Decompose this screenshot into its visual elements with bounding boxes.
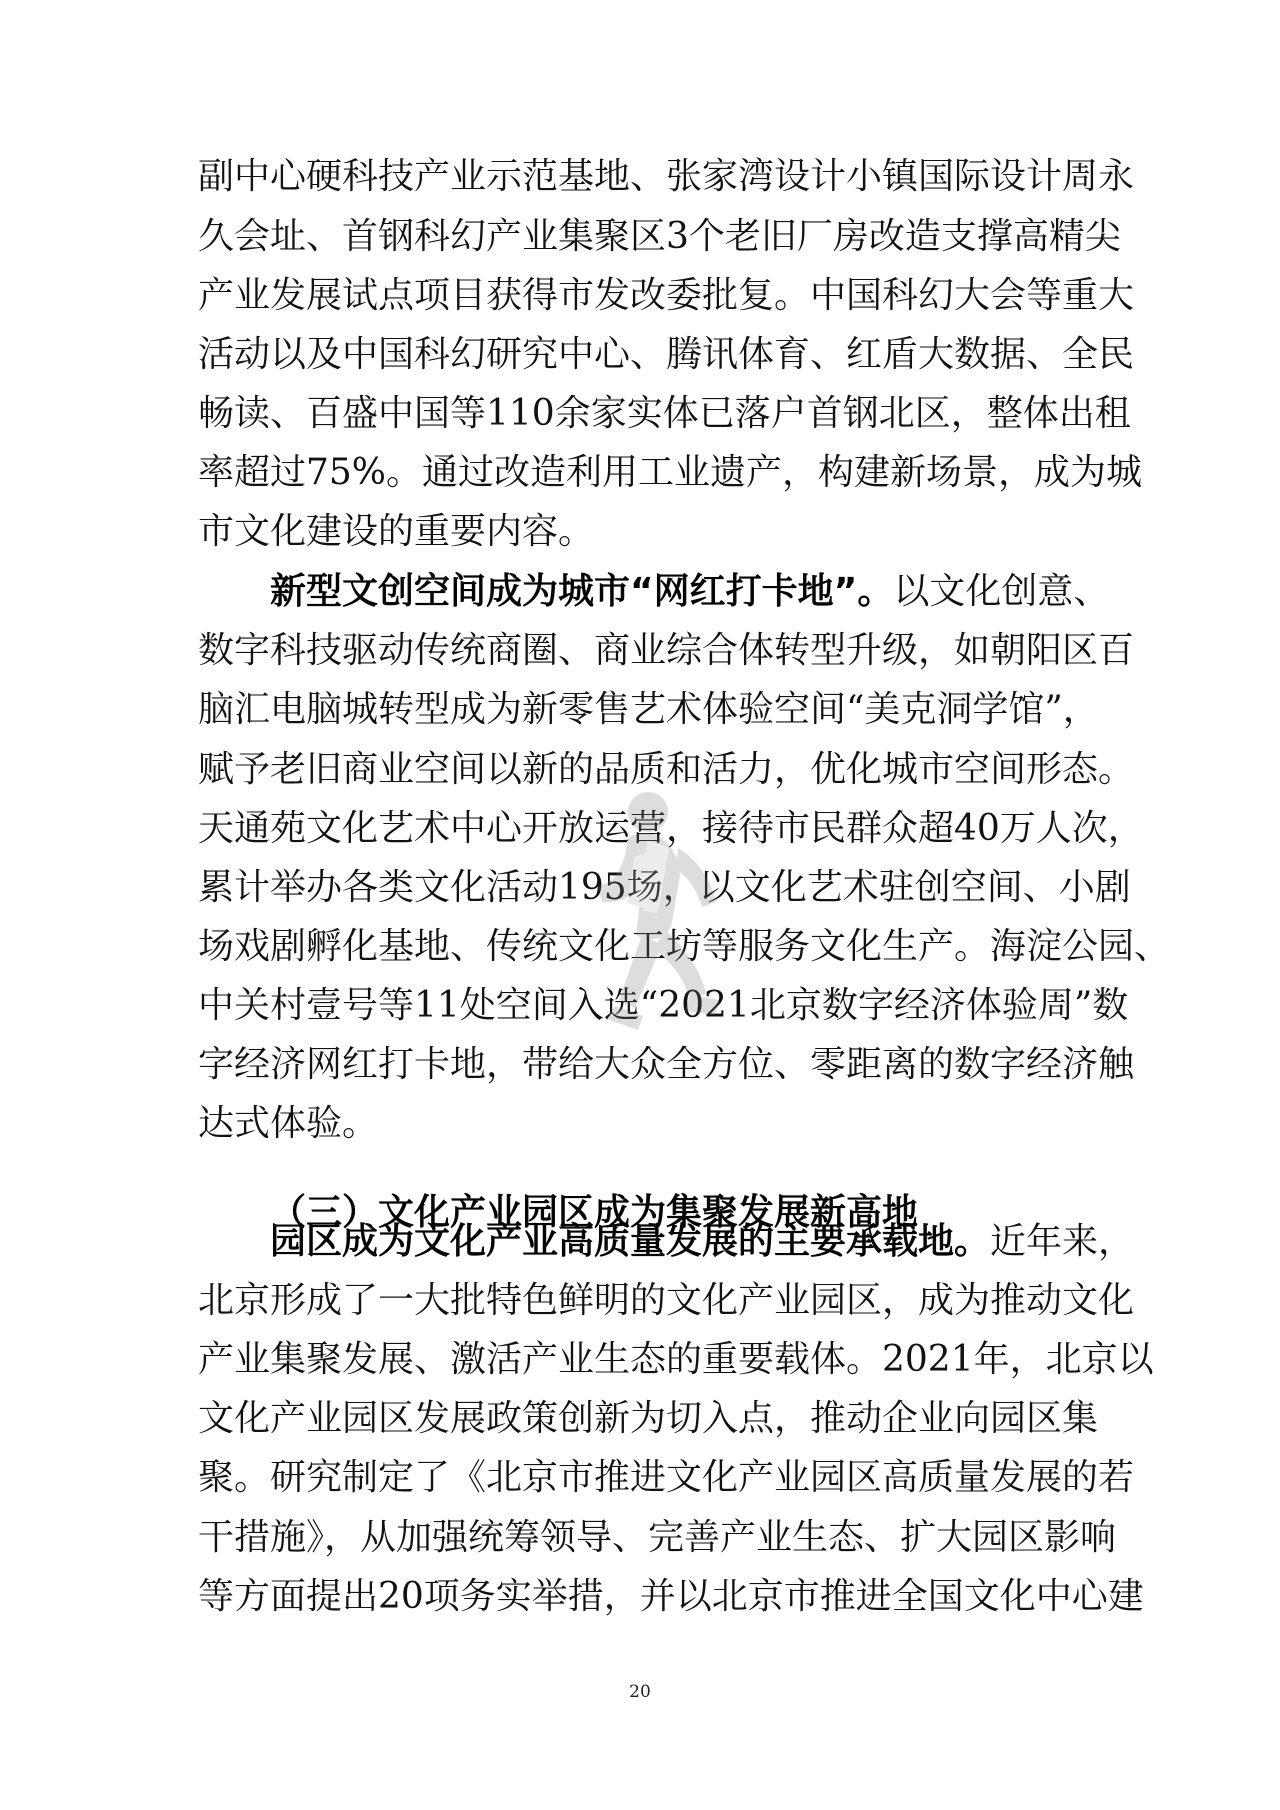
paragraph-line: 产业集聚发展、激活产业生态的重要载体。2021年，北京以 xyxy=(198,1339,1154,1380)
paragraph-line: 文化产业园区发展政策创新为切入点，推动企业向园区集 xyxy=(198,1398,1099,1439)
paragraph-line: 产业发展试点项目获得市发改委批复。中国科幻大会等重大 xyxy=(198,275,1135,316)
page-number: 20 xyxy=(629,1682,651,1702)
paragraph-first-line xyxy=(270,563,1110,621)
paragraph-line: 脑汇电脑城转型成为新零售艺术体验空间“美克洞学馆”， xyxy=(198,689,1099,730)
paragraph-text: 近年来， xyxy=(990,1221,1135,1262)
bold-paragraph-lead: 园区成为文化产业高质量发展的主要承载地。 xyxy=(270,1221,991,1262)
paragraph-line: 久会址、首钢科幻产业集聚区3个老旧厂房改造支撑高精尖 xyxy=(198,216,1121,257)
paragraph-first-line xyxy=(270,1213,1135,1271)
paragraph-line: 累计举办各类文化活动195场，以文化艺术驻创空间、小剧 xyxy=(198,867,1131,908)
paragraph-line: 活动以及中国科幻研究中心、腾讯体育、红盾大数据、全民 xyxy=(198,334,1135,375)
paragraph-line: 达式体验。 xyxy=(198,1103,379,1144)
paragraph-line: 等方面提出20项务实举措，并以北京市推进全国文化中心建 xyxy=(198,1576,1144,1617)
paragraph-line: 场戏剧孵化基地、传统文化工坊等服务文化生产。海淀公园、 xyxy=(198,926,1171,967)
paragraph-line: 市文化建设的重要内容。 xyxy=(198,511,595,552)
paragraph-line: 聚。研究制定了《北京市推进文化产业园区高质量发展的若 xyxy=(198,1457,1135,1498)
paragraph-line: 中关村壹号等11处空间入选“2021北京数字经济体验周”数 xyxy=(198,985,1129,1026)
bold-paragraph-lead: 新型文创空间成为城市“网红打卡地”。 xyxy=(270,571,894,612)
paragraph-line: 副中心硬科技产业示范基地、张家湾设计小镇国际设计周永 xyxy=(198,156,1135,197)
paragraph-line: 率超过75%。通过改造利用工业遗产，构建新场景，成为城 xyxy=(198,452,1143,493)
paragraph-line: 天通苑文化艺术中心开放运营，接待市民群众超40万人次， xyxy=(198,808,1144,849)
paragraph-line: 畅读、百盛中国等110余家实体已落户首钢北区，整体出租 xyxy=(198,393,1131,434)
paragraph-line: 北京形成了一大批特色鲜明的文化产业园区，成为推动文化 xyxy=(198,1280,1135,1321)
paragraph-line: 赋予老旧商业空间以新的品质和活力，优化城市空间形态。 xyxy=(198,749,1135,790)
paragraph-line: 数字科技驱动传统商圈、商业综合体转型升级，如朝阳区百 xyxy=(198,630,1135,671)
paragraph-line: 干措施》，从加强统筹领导、完善产业生态、扩大园区影响 xyxy=(198,1517,1117,1558)
paragraph-text: 以文化创意、 xyxy=(893,571,1110,612)
section-heading: （三）文化产业园区成为集聚发展新高地 xyxy=(270,1191,919,1233)
paragraph-line: 字经济网红打卡地，带给大众全方位、零距离的数字经济触 xyxy=(198,1044,1135,1085)
